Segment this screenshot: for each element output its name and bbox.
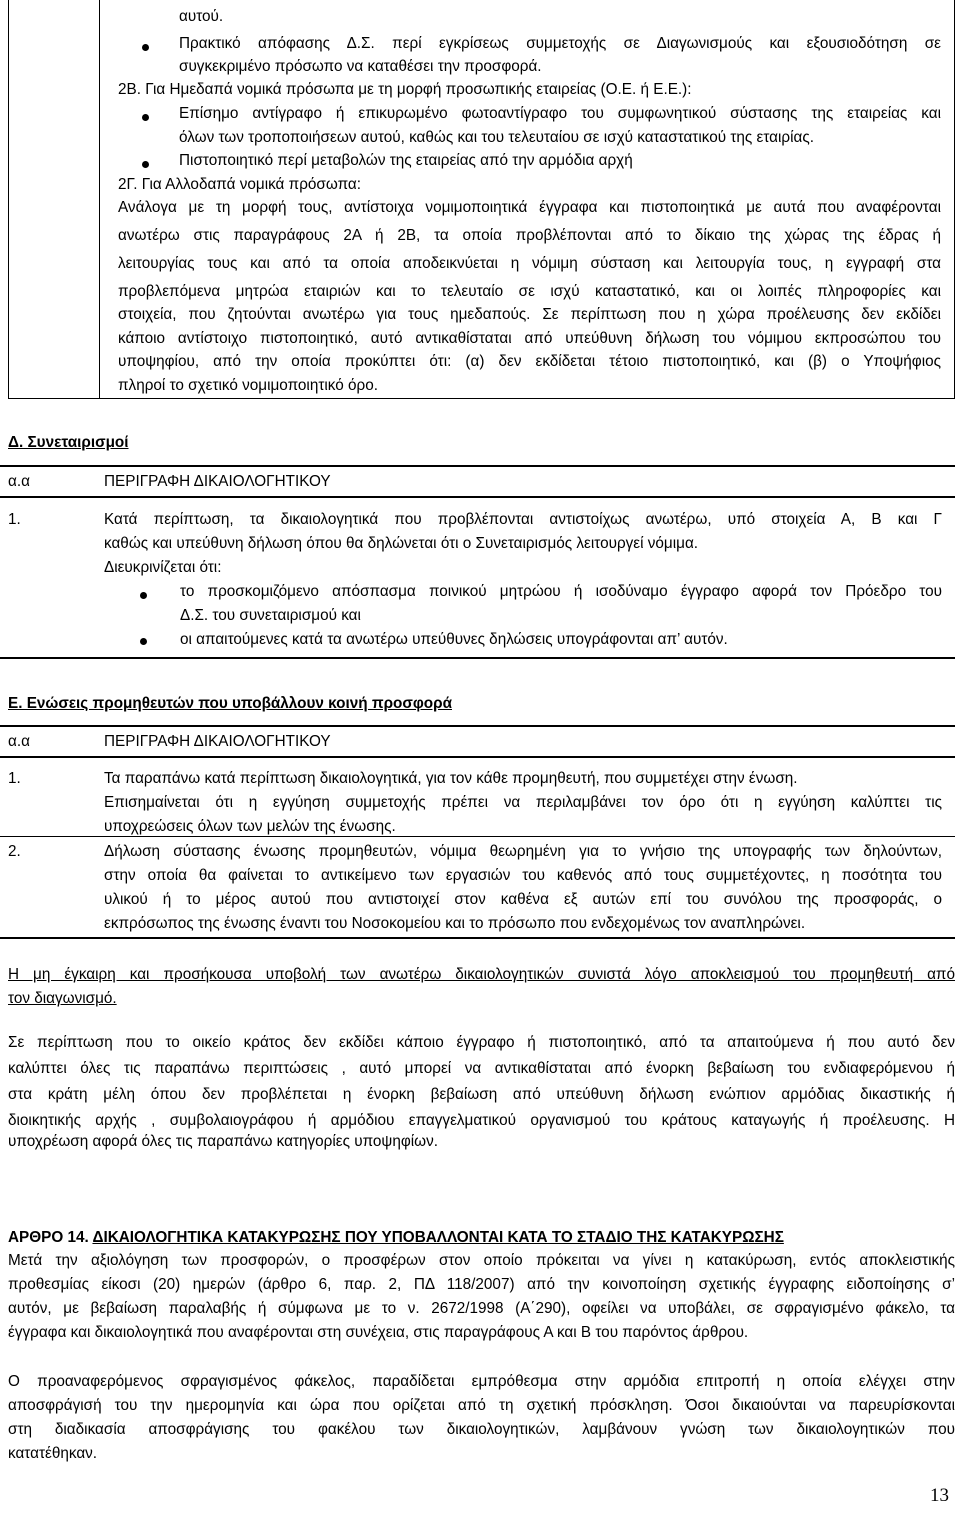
text-line: Κατά περίπτωση, τα δικαιολογητικά που προβλέπονται αντιστοίχως ανωτέρω, υπό στοιχεία Α, Β και Γ <box>104 511 942 528</box>
text-line: στην οποία θα φαίνεται το αντικείμενο των εργασιών του καθενός από τους συμμετέχοντες, η ποσότητα του <box>104 867 942 884</box>
text-line: προβλεπόμενα μητρώα εταιριών και το τελευταίο σε ισχύ καταστατικό, και οι λοιπές πληροφορίες και <box>118 283 941 300</box>
article-heading: ΔΙΚΑΙΟΛΟΓΗΤΙΚΑ ΚΑΤΑΚΥΡΩΣΗΣ ΠΟΥ ΥΠΟΒΑΛΛΟΝΤΑΙ ΚΑΤΑ ΤΟ ΣΤΑΔΙΟ ΤΗΣ ΚΑΤΑΚΥΡΩΣΗΣ <box>92 1229 784 1246</box>
text-line: έγγραφα και δικαιολογητικά που αναφέρονται στη συνέχεια, στις παραγράφους Α και Β του παρόντος άρθρου. <box>8 1324 749 1341</box>
text-line: συγκεκριμένο πρόσωπο να καταθέσει την προσφορά. <box>179 58 542 75</box>
table-rule <box>0 756 955 758</box>
table-rule <box>0 725 955 727</box>
text-line: Πρακτικό απόφασης Δ.Σ. περί εγκρίσεως συμμετοχής σε Διαγωνισμούς και εξουσιοδότηση σε <box>179 35 941 52</box>
text-line: Πιστοποιητικό περί μεταβολών της εταιρείας από την αρμόδια αρχή <box>179 152 633 169</box>
text-line: διοικητικής αρχής , συμβολαιογράφου ή αρμόδιου επαγγελματικού οργανισμού του κράτους καταγωγής ή προέλευσης. Η <box>8 1112 955 1129</box>
text-line: το προσκομιζόμενο απόσπασμα ποινικού μητρώου ή ισοδύναμο έγγραφο αφορά τον Πρόεδρο του <box>180 583 942 600</box>
row-number: 2. <box>8 843 21 860</box>
text-line: Επίσημο αντίγραφο ή επικυρωμένο φωτοαντίγραφο του συμφωνητικού σύστασης της εταιρείας και <box>179 105 941 122</box>
text-line: Διευκρινίζεται ότι: <box>104 559 222 576</box>
text-line: υποχρέωση αφορά όλες τις παραπάνω κατηγορίες υποψηφίων. <box>8 1133 439 1150</box>
column-header-no: α.α <box>8 473 30 490</box>
text-line: Ο προαναφερόμενος σφραγισμένος φάκελος, παραδίδεται εμπρόθεσμα στην αρμόδια επιτροπή η οποία ελέγχει στην <box>8 1373 955 1390</box>
text-line: αποσφράγισή του την ημερομηνία και ώρα που ορίζεται από τη σχετική πρόσκληση. Όσοι δικαιούνται να παρευρίσκονται <box>8 1397 955 1414</box>
column-header-description: ΠΕΡΙΓΡΑΦΗ ΔΙΚΑΙΟΛΟΓΗΤΙΚΟΥ <box>104 733 331 750</box>
text-line: υποχρεώσεις όλων των μελών της ένωσης. <box>104 818 396 835</box>
table-rule <box>0 657 955 659</box>
text-line: Δ.Σ. του συνεταιρισμού και <box>180 607 361 624</box>
text-line: στα κράτη μέλη όπου δεν προβλέπεται η ένορκη βεβαίωση από υπεύθυνη δήλωση ενώπιον αρμόδιας δικαστικής ή <box>8 1086 955 1103</box>
row-number: 1. <box>8 770 21 787</box>
top-box-divider <box>99 0 100 398</box>
exclusion-notice: Η μη έγκαιρη και προσήκουσα υποβολή των ανωτέρω δικαιολογητικών συνιστά λόγο αποκλεισμού του προμηθευτή από <box>8 966 955 983</box>
text-line: κάποιο αντίστοιχο πιστοποιητικό, αυτό αντικαθίσταται από υπεύθυνη δήλωση του νόμιμου εκπροσώπου του <box>118 330 941 347</box>
text-line: όλων των τροποποιήσεων αυτού, καθώς και του τελευταίου σε ισχύ καταστατικού της εταιρίας. <box>179 129 814 146</box>
text-line: ανωτέρω στις παραγράφους 2Α ή 2Β, τα οποία προβλέπονται από το δίκαιο της χώρας της έδρας ή <box>118 227 941 244</box>
exclusion-notice: τον διαγωνισμό. <box>8 990 117 1007</box>
text-line: οι απαιτούμενες κατά τα ανωτέρω υπεύθυνες δηλώσεις υπογράφονται απ’ αυτόν. <box>180 631 728 648</box>
table-rule <box>0 465 955 467</box>
text-line: κατατέθηκαν. <box>8 1445 98 1462</box>
text-line: Τα παραπάνω κατά περίπτωση δικαιολογητικά, για τον κάθε προμηθευτή, που συμμετέχει στην ένωση. <box>104 770 798 787</box>
text-line: Ανάλογα με τη μορφή τους, αντίστοιχα νομιμοποιητικά έγγραφα και πιστοποιητικά με αυτά που αναφέρονται <box>118 199 941 216</box>
table-rule <box>0 496 955 498</box>
column-header-description: ΠΕΡΙΓΡΑΦΗ ΔΙΚΑΙΟΛΟΓΗΤΙΚΟΥ <box>104 473 331 490</box>
table-rule <box>0 937 955 939</box>
text-line: στη διαδικασία αποσφράγισης του φακέλου των δικαιολογητικών, λαμβάνουν γνώση των δικαιολογητικών που <box>8 1421 955 1438</box>
text-line: Δήλωση σύστασης ένωσης προμηθευτών, νόμιμα θεωρημένη για το γνήσιο της υπογραφής των δηλούντων, <box>104 843 942 860</box>
section-title: Δ. Συνεταιρισμοί <box>8 434 129 451</box>
text-line: αυτού. <box>179 8 224 25</box>
article-title <box>8 1226 784 1250</box>
text-line: λειτουργίας τους και από τα οποία αποδεικνύεται η νόμιμη σύσταση και λειτουργία τους, η εγγραφή στα <box>118 255 941 272</box>
text-line: καθώς και υπεύθυνη δήλωση όπου θα δηλώνεται ότι ο Συνεταιρισμός λειτουργεί νόμιμα. <box>104 535 699 552</box>
text-line: στοιχεία, που ζητούνται ανωτέρω για τους ημεδαπούς. Σε περίπτωση που η χώρα προέλευσης δεν εκδίδει <box>118 306 941 323</box>
row-number: 1. <box>8 511 21 528</box>
text-line: Επισημαίνεται ότι η εγγύηση συμμετοχής πρέπει να περιλαμβάνει τον όρο ότι η εγγύηση καλύπτει τις <box>104 794 942 811</box>
text-line: εκπρόσωπος της ένωσης έναντι του Νοσοκομείου και το πρόσωπο που ενδεχομένως τον αναπληρώνει. <box>104 915 806 932</box>
column-header-no: α.α <box>8 733 30 750</box>
article-number: ΑΡΘΡΟ 14. <box>8 1229 93 1246</box>
text-line: υποψηφίου, από την οποία προκύπτει ότι: (α) δεν εκδίδεται τέτοιο πιστοποιητικό, και (β) ο Υποψήφιος <box>118 353 941 370</box>
text-line: αυτόν, με βεβαίωση παραλαβής ή σύμφωνα με το ν. 2672/1998 (Α΄290), οφείλει να υποβάλει, σε σφραγισμένο φάκελο, τα <box>8 1300 955 1317</box>
section-title: Ε. Ενώσεις προμηθευτών που υποβάλλουν κοινή προσφορά <box>8 695 452 712</box>
text-line: προθεσμίας είκοσι (20) ημερών (άρθρο 6, παρ. 2, ΠΔ 118/2007) από την κοινοποίηση σχετικής έγγραφης ειδοποίησης σ’ <box>8 1276 955 1293</box>
text-line: υλικού ή το μέρος αυτού που αντιστοιχεί στον καθένα εξ αυτών επί του συνόλου της προσφοράς, ο <box>104 891 942 908</box>
section-heading: 2Β. Για Ημεδαπά νομικά πρόσωπα με τη μορφή προσωπικής εταιρείας (Ο.Ε. ή Ε.Ε.): <box>118 81 692 98</box>
text-line: καλύπτει όλες τις παραπάνω περιπτώσεις , αυτό μπορεί να αντικαθίσταται από ένορκη βεβαίωση του ενδιαφερόμενου ή <box>8 1060 955 1077</box>
text-line: πληροί το σχετικό νομιμοποιητικό όρο. <box>118 377 378 394</box>
page-number: 13 <box>930 1485 949 1506</box>
section-heading: 2Γ. Για Αλλοδαπά νομικά πρόσωπα: <box>118 176 362 193</box>
text-line: Σε περίπτωση που το οικείο κράτος δεν εκδίδει κάποιο έγγραφο ή πιστοποιητικό, από τα απαιτούμενα ή που αυτό δεν <box>8 1034 955 1051</box>
text-line: Μετά την αξιολόγηση των προσφορών, ο προσφέρων στον οποίο πρόκειται να γίνει η κατακύρωση, εντός αποκλειστικής <box>8 1252 955 1269</box>
